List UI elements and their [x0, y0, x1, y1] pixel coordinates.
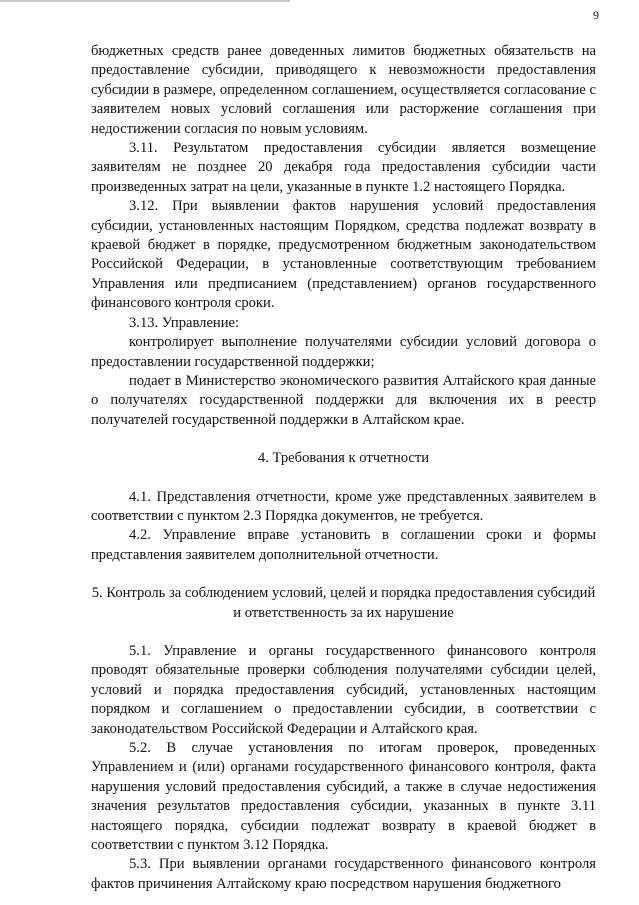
paragraph-4-1: 4.1. Представления отчетности, кроме уже представленных заявителем в соответствии с пунктом 2.3 Порядка документов, не требуется.: [91, 488, 596, 524]
page-number: 9: [593, 8, 599, 22]
scan-edge-line: [0, 0, 290, 2]
paragraph-3-11: 3.11. Результатом предоставления субсидии является возмещение заявителям не позднее 20 декабря года предоставления субсидии части произведенных затрат на цели, указанные в пункте 1.2 настоящего Порядка.: [91, 140, 596, 195]
paragraph-3-13: 3.13. Управление:: [129, 314, 240, 331]
section-heading-4: 4. Требования к отчетности: [257, 450, 430, 467]
paragraph-continuation: бюджетных средств ранее доведенных лимитов бюджетных обязательств на предоставление субсидии, приводящего к невозможности предоставления субсидии в размере, определенном соглашением, осуществляется согласование с заявителем новых условий соглашения или расторжение соглашения при недостижении согласия по новым условиям.: [91, 43, 596, 137]
paragraph-5-2: 5.2. В случае установления по итогам проверок, проведенных Управлением и (или) органами государственного финансового контроля, факта нарушения условий предоставления субсидий, а также в случае недостижения значения результатов предоставления субсидии, указанных в пункте 3.11 настоящего порядка, субсидии подлежат возврату в краевой бюджет в соответствии с пунктом 3.12 Порядка.: [91, 740, 596, 854]
section-heading-5: 5. Контроль за соблюдением условий, целей и порядка предоставления субсидий и ответственность за их нарушение: [91, 585, 596, 621]
document-body: [91, 42, 596, 894]
paragraph-4-2: 4.2. Управление вправе установить в соглашении сроки и формы представления заявителем дополнительной отчетности.: [91, 527, 596, 563]
paragraph-3-12: 3.12. При выявлении фактов нарушения условий предоставления субсидии, установленных настоящим Порядком, средства подлежат возврату в краевой бюджет в порядке, предусмотренном бюджетным законодательством Российской Федерации, в установленные соответствующим требованием Управления или предписанием (представлением) органов государственного финансового контроля сроки.: [91, 198, 596, 312]
paragraph-5-1: 5.1. Управление и органы государственного финансового контроля проводят обязательные проверки соблюдения получателями субсидии целей, условий и порядка предоставления субсидий, установленных настоящим порядком и соглашением о предоставлении субсидии, в соответствии с законодательством Российской Федерации и Алтайского края.: [91, 642, 596, 737]
paragraph-3-13-registry: подает в Министерство экономического развития Алтайского края данные о получателях государственной поддержки для включения их в реестр получателей государственной поддержки в Алтайском крае.: [91, 372, 596, 428]
paragraph-5-3: 5.3. При выявлении органами государственного финансового контроля фактов причинения Алтайскому краю посредством нарушения бюджетного: [91, 856, 596, 892]
paragraph-3-13-control: контролирует выполнение получателями субсидии условий договора о предоставлении государственной поддержки;: [91, 334, 596, 370]
